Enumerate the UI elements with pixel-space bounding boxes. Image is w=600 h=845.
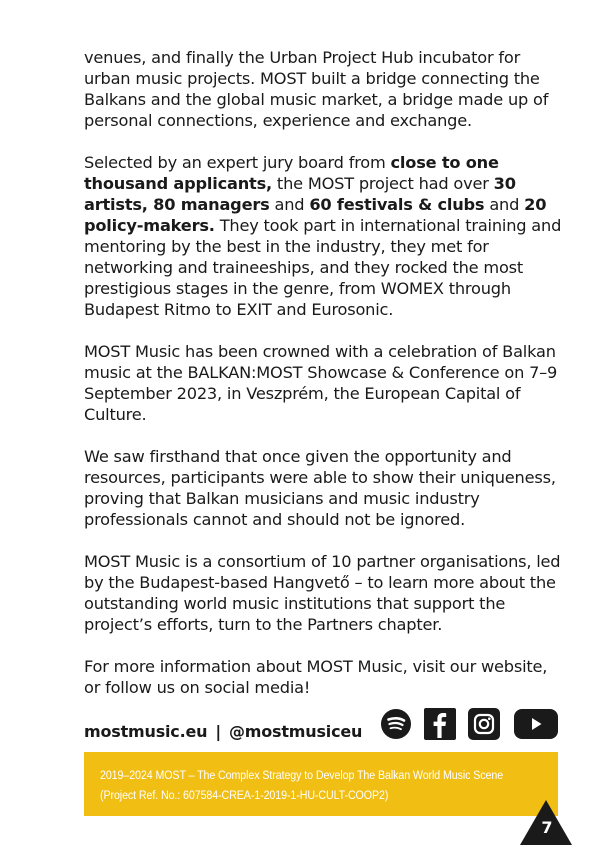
paragraph-text: They took part in international training and mentoring by the best in the industry, they met for networking and traineeships, and they rocked the most prestigious stages in the genre, from WOMEX through Budapest Ritmo to EXIT and Eurosonic.: [84, 216, 562, 319]
social-handle[interactable]: @mostmusiceu: [228, 722, 363, 741]
highlight-text: 60 festivals & clubs: [309, 195, 485, 214]
highlight-text: close to one thousand applicants,: [84, 153, 499, 193]
paragraph-text: MOST Music has been crowned with a celebration of Balkan music at the BALKAN:MOST Showcase & Conference on 7–9 September 2023, in Veszprém, the European Capital of Culture.: [84, 342, 558, 424]
instagram-icon[interactable]: [468, 708, 500, 740]
contact-line: [84, 722, 362, 741]
highlight-text: 30 artists, 80 managers: [84, 174, 516, 214]
paragraph-text: We saw firsthand that once given the opportunity and resources, participants were able to show their uniqueness, proving that Balkan musicians and music industry professionals cannot and should not be ignored.: [84, 447, 556, 529]
paragraph-text: venues, and finally the Urban Project Hub incubator for urban music projects. MOST built a bridge connecting the Balkans and the global music market, a bridge made up of personal connections, experience and exchange.: [84, 48, 549, 130]
website-link[interactable]: mostmusic.eu: [84, 722, 208, 741]
paragraph-6: [84, 656, 564, 698]
paragraph-text: the MOST project had over: [271, 174, 494, 193]
page-number: 7: [541, 818, 553, 837]
project-ref-number: (Project Ref. No.: 607584-CREA-1-2019-1-HU-CULT-COOP2): [100, 788, 389, 802]
paragraph-2: [84, 152, 564, 320]
paragraph-text: Selected by an expert jury board from: [84, 153, 391, 172]
paragraph-3: [84, 341, 564, 425]
paragraph-text: MOST Music is a consortium of 10 partner organisations, led by the Budapest-based Hangvető – to learn more about the outstanding world music institutions that support the project’s efforts, turn to the Partners chapter.: [84, 552, 561, 634]
project-reference-band: [84, 752, 558, 816]
paragraph-1: [84, 47, 564, 131]
paragraph-text: and: [269, 195, 310, 214]
project-title: 2019–2024 MOST – The Complex Strategy to Develop The Balkan World Music Scene: [100, 768, 504, 782]
paragraph-5: [84, 551, 564, 635]
spotify-icon[interactable]: [380, 708, 412, 740]
facebook-icon[interactable]: [424, 708, 456, 740]
body-text: [84, 47, 564, 719]
youtube-icon[interactable]: [514, 708, 558, 740]
link-separator: |: [215, 722, 221, 741]
paragraph-4: [84, 446, 564, 530]
paragraph-text: For more information about MOST Music, visit our website, or follow us on social media!: [84, 657, 548, 697]
highlight-text: 20 policy-makers.: [84, 195, 547, 235]
paragraph-text: and: [484, 195, 525, 214]
